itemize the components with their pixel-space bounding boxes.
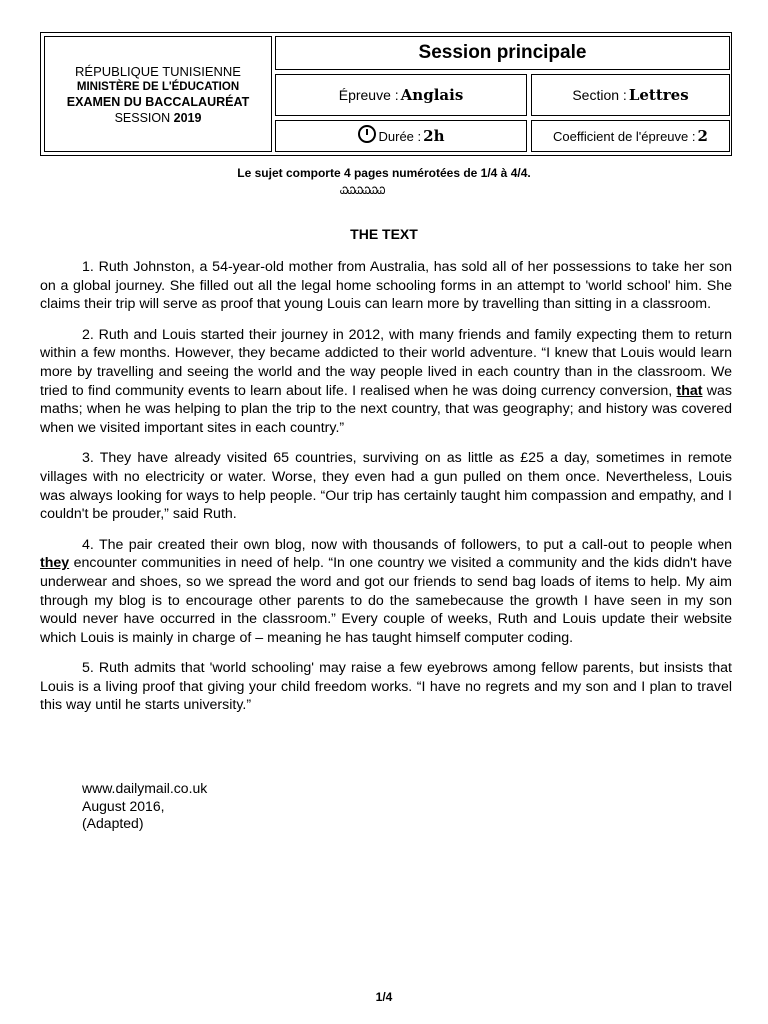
duree-label: Durée :	[378, 128, 422, 144]
section-label: Section :	[572, 87, 627, 103]
epreuve-cell	[275, 74, 527, 116]
session-type-cell: Session principale	[275, 36, 730, 70]
paragraph-2: 2. Ruth and Louis started their journey in 2012, with many friends and family expecting them to return within a few months. However, they became addicted to their world adventure. “I knew that Louis would learn more by travelling and seeing the world and the way people lived in each country than in the classroom. We tried to find community events to learn about life. I realised when he was doing currency conversion, that was maths; when he was helping to plan the trip to the next country, that was geography; and history was covered when we visited important sites in each country.”	[40, 326, 733, 436]
coefficient-label: Coefficient de l'épreuve :	[553, 128, 696, 144]
paragraph-3: 3. They have already visited 65 countries, surviving on as little as £25 a day, sometimes in remote villages with no electricity or water. Worse, they even had a gun pulled on them once. Nevertheless, Louis was always looking for ways to help people. “Our trip has certainly taught him compassion and empathy, and I couldn't be prouder,” said Ruth.	[40, 450, 732, 523]
source-note: (Adapted)	[82, 815, 144, 831]
duree-cell	[275, 120, 527, 152]
institution-cell	[44, 36, 272, 152]
text-title: THE TEXT	[350, 226, 418, 242]
source-site: www.dailymail.co.uk	[82, 780, 208, 796]
exam-label: EXAMEN DU BACCALAURÉAT	[66, 94, 250, 109]
paragraph-4: 4. The pair created their own blog, now with thousands of followers, to put a call-out to people when they encounter communities in need of help. “In one country we visited a community and the kids didn't have underwear and shoes, so we spread the word and got our friends to send bag loads of items to help. My aim through my blog is to encourage other parents to do the samebecause the growth I have seen in my son would never have occurred in the classroom.” Every couple of weeks, Ruth and Louis update their website which Louis is mainly in charge of – meaning he has taught himself computer coding.	[40, 536, 732, 646]
paragraph-5: 5. Ruth admits that 'world schooling' may raise a few eyebrows among fellow parents, but insists that Louis is a living proof that giving your child freedom works. “I have no regrets and my son and I plan to travel this way until he starts university.”	[40, 660, 732, 714]
section-cell	[531, 74, 730, 116]
coefficient-cell	[531, 120, 730, 152]
underlined-word-that: that	[676, 382, 703, 399]
country-label: RÉPUBLIQUE TUNISIENNE	[75, 63, 241, 79]
source-date: August 2016,	[82, 797, 165, 814]
section-value: Lettres	[628, 86, 689, 104]
page-count-note: Le sujet comporte 4 pages numérotées de 1/4 à 4/4.	[237, 166, 531, 180]
exam-header-table	[40, 32, 732, 156]
epreuve-value: Anglais	[400, 86, 464, 104]
underlined-word-they: they	[40, 555, 70, 572]
page-number: 1/4	[375, 990, 393, 1004]
coefficient-value: 2	[697, 127, 708, 145]
reading-text	[40, 258, 732, 727]
clock-icon	[358, 125, 376, 143]
session-year-label: SESSION 2019	[114, 110, 202, 125]
duree-value: 2h	[423, 127, 445, 145]
epreuve-label: Épreuve :	[338, 87, 399, 103]
source-citation	[82, 780, 207, 833]
paragraph-1: 1. Ruth Johnston, a 54-year-old mother from Australia, has sold all of her possessions to take her son on a global journey. She filled out all the legal home schooling forms in an attempt to 'world school' him. She claims their trip will serve as proof that young Louis can learn more by travelling than sitting in a classroom.	[40, 259, 732, 313]
ministry-label: MINISTÈRE DE L'ÉDUCATION	[76, 80, 240, 93]
decorative-ornament: ᏇᏇᏇᏇᏇᏇ	[340, 186, 385, 197]
